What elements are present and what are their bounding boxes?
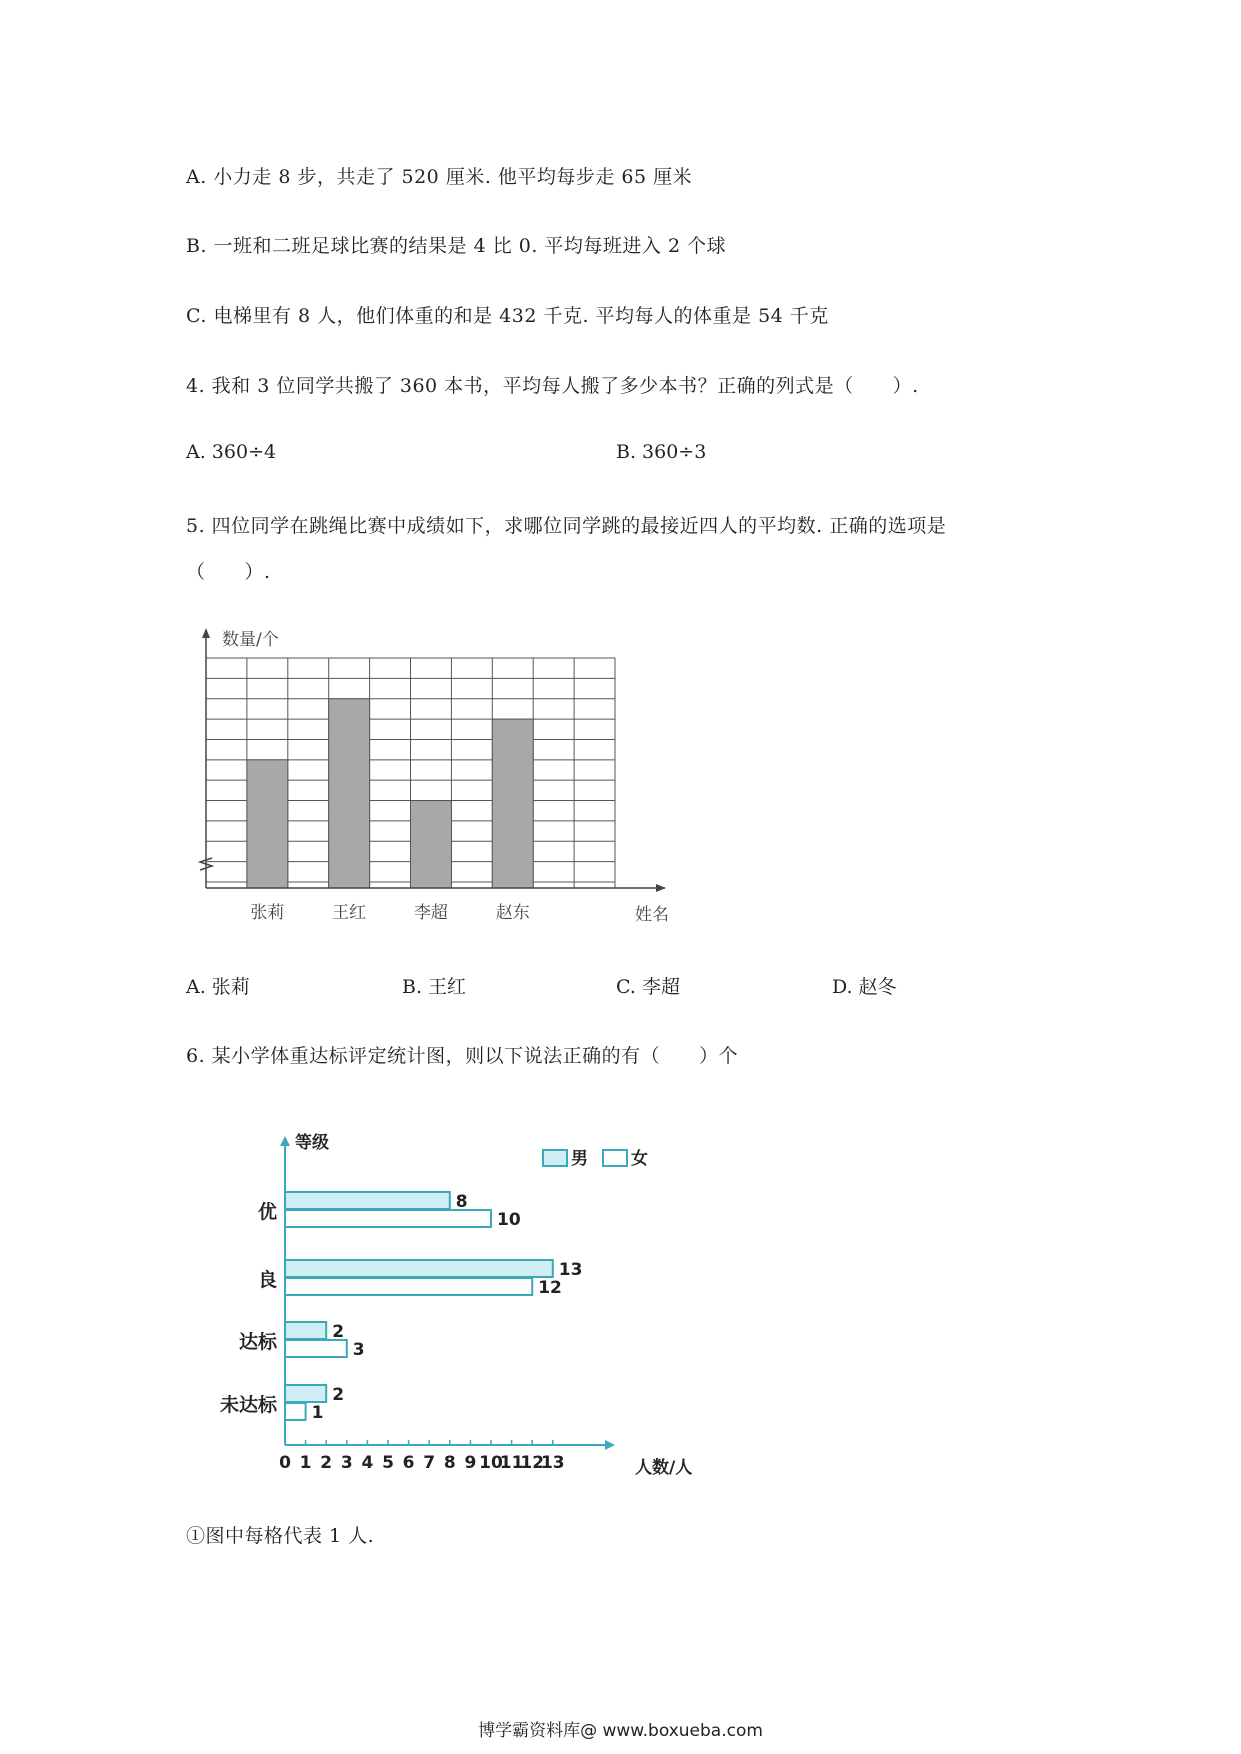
category-label-4: 未达标	[219, 1394, 277, 1416]
bar-female-3	[285, 1340, 347, 1357]
q5-question-cont: （ ）.	[186, 561, 271, 583]
category-label-1: 优	[257, 1201, 277, 1223]
x-tick-label: 5	[382, 1453, 394, 1473]
x-tick-label: 3	[340, 1453, 353, 1473]
category-label-2: 良	[257, 1269, 277, 1291]
axis-break-mark	[200, 858, 212, 870]
category-label-3: 达标	[238, 1331, 277, 1353]
bar-female-4	[285, 1403, 306, 1420]
q5-option-b: B. 王红	[402, 976, 467, 998]
data-label: 13	[558, 1260, 583, 1280]
data-label: 10	[497, 1210, 521, 1230]
bar-female-1	[285, 1210, 491, 1227]
x-axis-label: 人数/人	[635, 1458, 693, 1478]
category-label-2: 王红	[332, 903, 367, 923]
y-axis-label: 等级	[295, 1133, 329, 1153]
x-tick-label: 0	[279, 1453, 291, 1473]
chart2-labels	[220, 1132, 692, 1478]
x-tick-label: 2	[320, 1453, 333, 1473]
x-tick-label: 13	[540, 1453, 565, 1473]
x-tick-label: 8	[443, 1453, 456, 1473]
x-axis-label: 姓名	[635, 905, 669, 925]
q5-option-a: A. 张莉	[186, 976, 250, 998]
q4-option-a: A. 360÷4	[186, 441, 277, 463]
bar-1	[247, 760, 288, 888]
y-axis-arrow	[280, 1136, 290, 1146]
data-label: 2	[332, 1385, 345, 1405]
footer-watermark: 博学霸资料库@ www.boxueba.com	[478, 1721, 763, 1741]
chart2-legend	[543, 1148, 648, 1169]
bar-male-1	[285, 1192, 450, 1209]
q4-question: 4. 我和 3 位同学共搬了 360 本书，平均每人搬了多少本书？正确的列式是（ ）.	[186, 375, 919, 397]
q3-option-c: C. 电梯里有 8 人，他们体重的和是 432 千克. 平均每人的体重是 54 千克	[186, 305, 829, 327]
bar-female-2	[285, 1278, 532, 1295]
x-tick-label: 1	[299, 1453, 312, 1473]
weight-grade-bar-chart	[195, 1130, 725, 1480]
category-label-1: 张莉	[250, 903, 285, 923]
y-axis-label: 数量/个	[222, 630, 279, 650]
data-label: 3	[352, 1340, 365, 1360]
q4-option-b: B. 360÷3	[616, 441, 707, 463]
x-tick-label: 9	[464, 1453, 477, 1473]
y-axis-arrow	[202, 628, 210, 638]
x-tick-label: 10	[479, 1453, 503, 1473]
legend-swatch-male	[543, 1150, 567, 1166]
bar-male-3	[285, 1322, 326, 1339]
q3-option-b: B. 一班和二班足球比赛的结果是 4 比 0. 平均每班进入 2 个球	[186, 235, 727, 257]
data-label: 8	[455, 1192, 468, 1212]
legend-label-male: 男	[571, 1149, 588, 1169]
bar-male-4	[285, 1385, 326, 1402]
q3-option-a: A. 小力走 8 步，共走了 520 厘米. 他平均每步走 65 厘米	[186, 166, 693, 188]
x-tick-label: 11	[499, 1453, 524, 1473]
bar-3	[411, 801, 452, 888]
x-axis-arrow	[605, 1440, 615, 1450]
x-axis-arrow	[656, 884, 666, 892]
data-label: 2	[332, 1322, 345, 1342]
chart1-bars	[247, 699, 533, 888]
q5-option-d: D. 赵冬	[832, 976, 897, 998]
q6-statement-1: ①图中每格代表 1 人.	[186, 1525, 375, 1547]
data-label: 12	[538, 1278, 562, 1298]
x-tick-label: 6	[402, 1453, 415, 1473]
x-tick-label: 7	[423, 1453, 436, 1473]
q5-question: 5. 四位同学在跳绳比赛中成绩如下，求哪位同学跳的最接近四人的平均数. 正确的选项是	[186, 515, 947, 537]
data-label: 1	[311, 1403, 324, 1423]
x-tick-label: 4	[361, 1453, 374, 1473]
bar-male-2	[285, 1260, 553, 1277]
jump-rope-bar-chart	[190, 620, 690, 940]
category-label-4: 赵东	[495, 903, 530, 923]
category-label-3: 李超	[413, 903, 448, 923]
bar-2	[329, 699, 370, 888]
legend-label-female: 女	[631, 1149, 648, 1169]
bar-4	[492, 719, 533, 888]
q5-option-c: C. 李超	[616, 976, 680, 998]
legend-swatch-female	[603, 1150, 627, 1166]
q6-question: 6. 某小学体重达标评定统计图，则以下说法正确的有（ ）个	[186, 1045, 739, 1067]
x-tick-label: 12	[520, 1453, 545, 1473]
